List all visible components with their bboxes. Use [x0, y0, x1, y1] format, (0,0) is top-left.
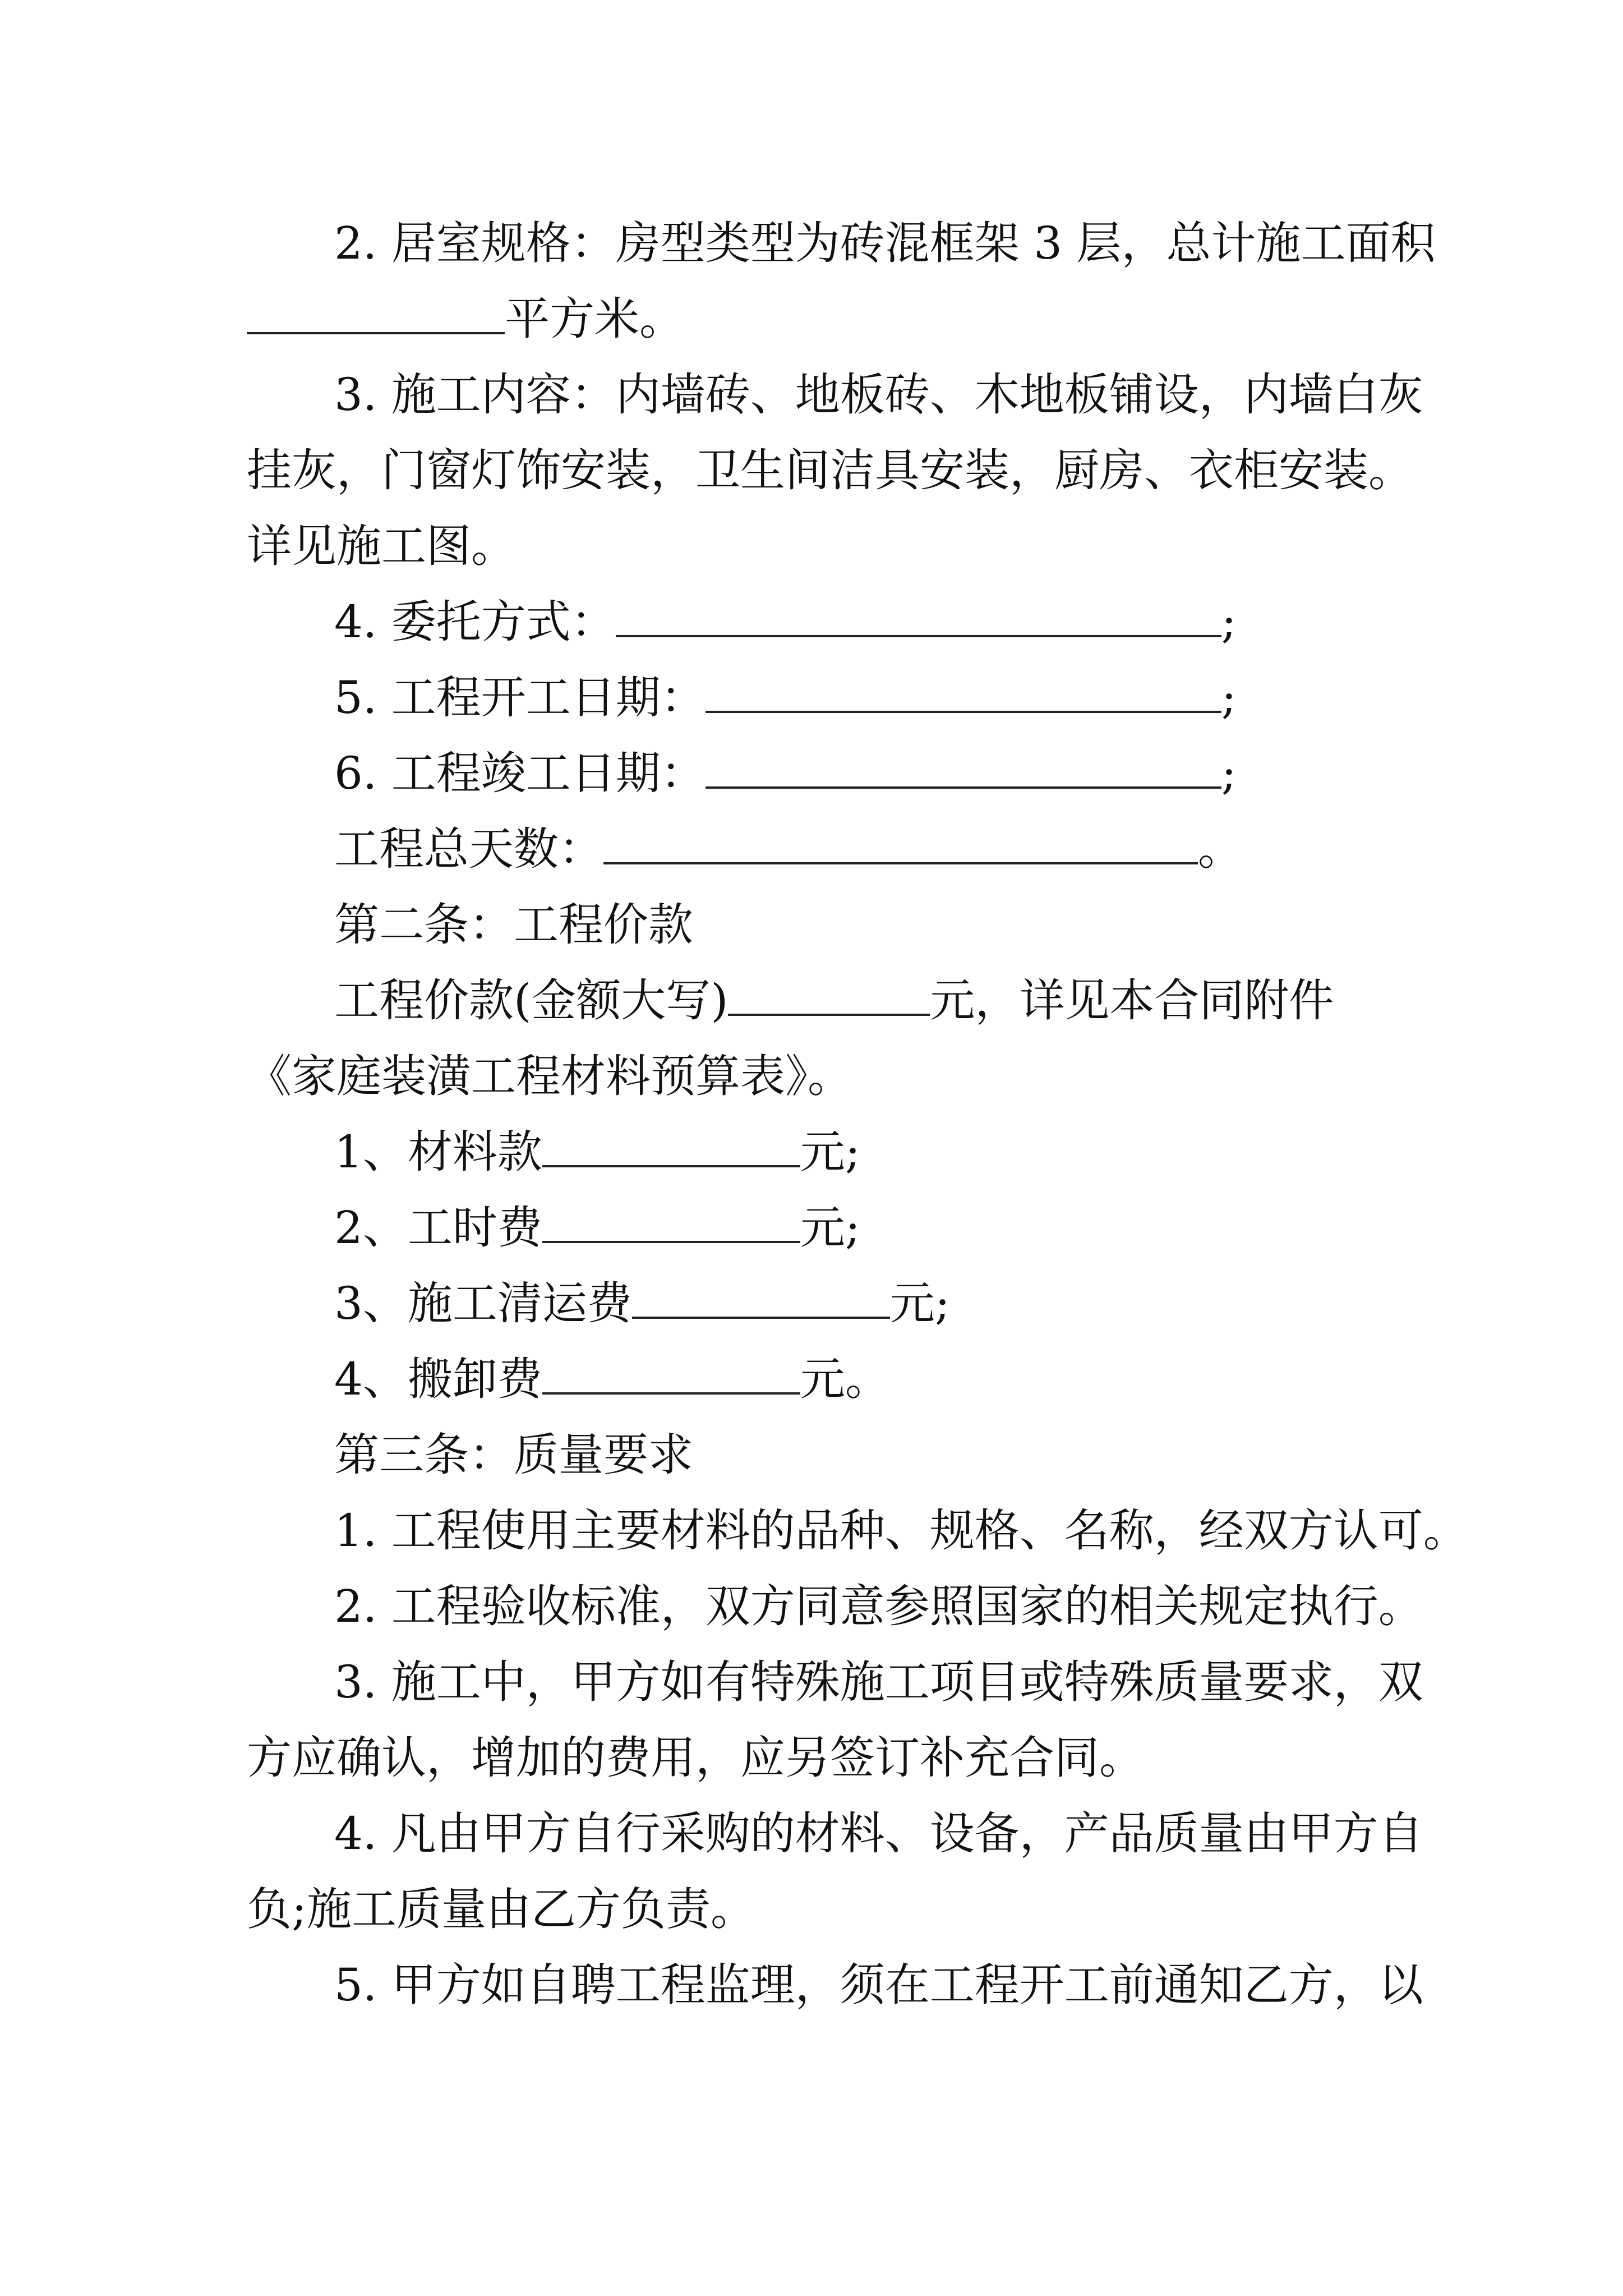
line-text: 平方米。: [505, 293, 684, 345]
text-line: [334, 743, 1237, 804]
line-end: 元;: [800, 1202, 860, 1254]
fill-in-blank[interactable]: [728, 972, 930, 1016]
field-label: 2、工时费: [334, 1202, 542, 1254]
fill-in-blank[interactable]: [706, 745, 1221, 789]
field-label: 6. 工程竣工日期：: [334, 747, 706, 799]
text-line: 2. 居室规格：房型类型为砖混框架 3 层，总计施工面积: [334, 217, 1436, 269]
text-line: 4. 凡由甲方自行采购的材料、设备，产品质量由甲方自: [334, 1807, 1423, 1860]
section-heading: 第三条：质量要求: [334, 1429, 693, 1481]
text-line: [247, 288, 684, 350]
fill-in-blank[interactable]: [706, 669, 1221, 713]
line-text: 元，详见本合同附件: [930, 974, 1334, 1027]
fill-in-blank[interactable]: [247, 291, 505, 334]
text-line: 详见施工图。: [247, 520, 516, 572]
text-line: 《家庭装潢工程材料预算表》。: [247, 1050, 852, 1102]
section-heading: 第二条：工程价款: [334, 899, 693, 951]
text-line: [334, 1197, 860, 1259]
fill-in-blank[interactable]: [542, 1351, 800, 1395]
field-label: 4. 委托方式：: [334, 596, 616, 648]
fill-in-blank[interactable]: [632, 1275, 890, 1319]
field-label: 工程总天数：: [334, 823, 603, 875]
fill-in-blank[interactable]: [542, 1124, 800, 1167]
text-line: 1. 工程使用主要材料的品种、规格、名称，经双方认可。: [334, 1504, 1468, 1557]
field-label: 3、施工清运费: [334, 1277, 632, 1329]
field-label: 4、搬卸费: [334, 1353, 542, 1405]
text-line: 方应确认，增加的费用，应另签订补充合同。: [247, 1732, 1144, 1784]
line-end: ;: [1221, 747, 1237, 799]
line-end: 。: [1198, 823, 1243, 875]
text-line: 5. 甲方如自聘工程监理，须在工程开工前通知乙方，以: [334, 1959, 1423, 2011]
text-line: 2. 工程验收标准，双方同意参照国家的相关规定执行。: [334, 1580, 1423, 1632]
field-label: 工程价款(金额大写): [334, 974, 728, 1027]
field-label: 5. 工程开工日期：: [334, 671, 706, 724]
text-line: 3. 施工内容：内墙砖、地板砖、木地板铺设，内墙白灰: [334, 369, 1423, 421]
line-end: ;: [1221, 596, 1237, 648]
text-line: [334, 970, 1334, 1032]
text-line: [334, 1121, 860, 1183]
text-line: [334, 591, 1237, 653]
text-line: 挂灰，门窗灯饰安装，卫生间洁具安装，厨房、衣柜安装。: [247, 444, 1413, 496]
text-line: [334, 667, 1237, 729]
text-line: [334, 1349, 890, 1410]
line-end: 元;: [889, 1277, 950, 1329]
text-line: [334, 1273, 950, 1335]
text-line: 3. 施工中，甲方如有特殊施工项目或特殊质量要求，双: [334, 1656, 1423, 1708]
field-label: 1、材料款: [334, 1126, 542, 1178]
fill-in-blank[interactable]: [542, 1199, 800, 1243]
fill-in-blank[interactable]: [616, 593, 1221, 637]
text-line: [334, 818, 1243, 880]
fill-in-blank[interactable]: [603, 821, 1198, 864]
line-end: ;: [1221, 671, 1237, 724]
line-end: 元。: [800, 1353, 890, 1405]
line-end: 元;: [800, 1126, 860, 1178]
text-line: 负;施工质量由乙方负责。: [247, 1883, 755, 1935]
